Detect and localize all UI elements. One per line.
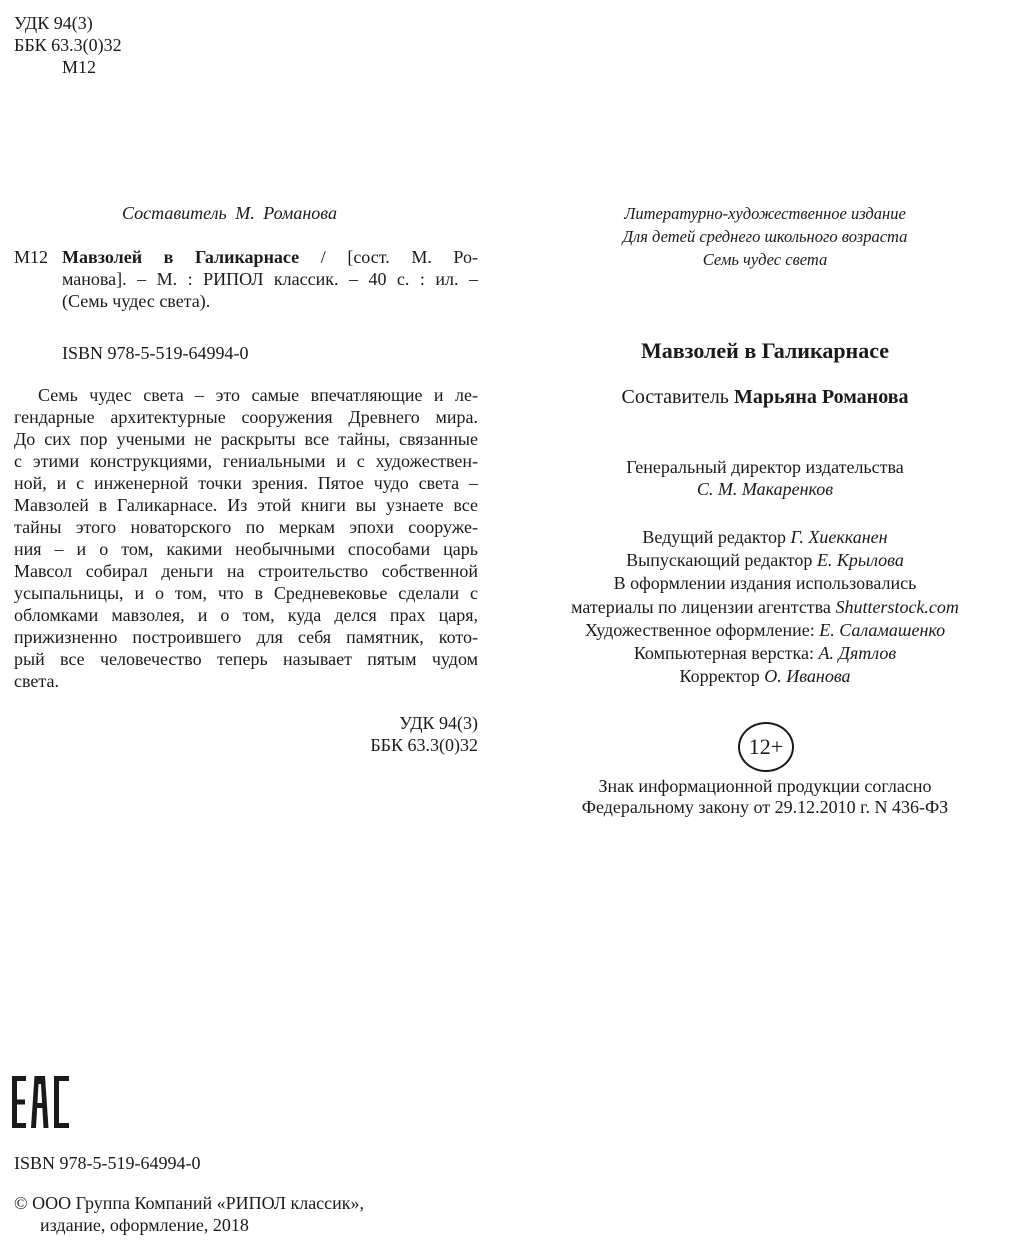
series-info-line: Семь чудес света	[702, 250, 828, 269]
credit-role: Выпускающий редактор	[626, 550, 817, 571]
annotation-line: прижизненно построившего для себя памятник, кото-	[14, 627, 478, 647]
director-block	[530, 456, 1000, 500]
annotation-line: усыпальницы, и о том, что в Средневековье сделали с	[14, 583, 478, 603]
credit-line	[530, 642, 1000, 665]
annotation-line: тайны этого новаторского по меркам эпохи сооруже-	[14, 517, 478, 537]
bibliographic-line-text: / [сост. М. Ро-	[299, 247, 478, 267]
credit-line	[530, 619, 1000, 642]
annotation-line: с этими конструкциями, гениальными и с художествен-	[14, 451, 478, 471]
compiler-full	[530, 384, 1000, 410]
bibliographic-line: (Семь чудес света).	[62, 291, 211, 311]
isbn-record: ISBN 978-5-519-64994-0	[62, 343, 249, 363]
annotation-line: ния – и о том, какими необычными способами царь	[14, 539, 478, 559]
annotation-line: света.	[14, 671, 59, 691]
annotation-line: До сих пор учеными не раскрыты все тайны, связанные	[14, 429, 478, 449]
annotation-line: обломками мавзолея, и о том, куда делся прах царя,	[14, 605, 478, 625]
author-mark-code: М12	[14, 247, 49, 267]
director-name: С. М. Макаренков	[696, 479, 834, 499]
info-sign-line: Знак информационной продукции согласно	[598, 776, 932, 796]
credit-role: Ведущий редактор	[642, 527, 791, 547]
classification-bottom	[300, 712, 478, 756]
isbn-bottom: ISBN 978-5-519-64994-0	[14, 1153, 201, 1173]
credit-line	[530, 596, 1000, 619]
annotation-line: Семь чудес света – это самые впечатляющие и ле-	[38, 385, 478, 405]
director-title: Генеральный директор издательства	[626, 457, 904, 477]
copyright-line: издание, оформление, 2018	[40, 1215, 249, 1235]
age-rating-badge: 12+	[738, 722, 794, 772]
credit-role: Корректор	[679, 666, 765, 687]
copyright-block	[14, 1192, 364, 1236]
credit-role: материалы по лицензии агентства	[571, 596, 836, 617]
credit-name: Г. Хиекканен	[790, 527, 888, 547]
credit-role: Художественное оформление:	[584, 619, 820, 640]
udk-code: УДК 94(3)	[14, 13, 93, 33]
annotation-line: рый все человечество теперь называет пятым чудом	[14, 649, 478, 669]
bbk-code: ББК 63.3(0)32	[14, 35, 122, 55]
udk-code: УДК 94(3)	[399, 713, 478, 733]
credit-line	[530, 665, 1000, 688]
info-product-sign	[530, 776, 1000, 818]
annotation-line: Мавзолей в Галикарнасе. Из этой книги вы узнаете все	[14, 495, 478, 515]
eac-logo-icon	[12, 1076, 72, 1128]
annotation-line: гендарные архитектурные сооружения Древнего мира.	[14, 407, 478, 427]
series-info-line: Литературно-художественное издание	[624, 204, 906, 223]
bibliographic-body	[62, 246, 478, 312]
credit-name: Shutterstock.com	[835, 596, 959, 617]
credit-line	[530, 549, 1000, 572]
annotation	[14, 384, 478, 692]
credit-role: В оформлении издания использовались	[613, 573, 917, 594]
editorial-credits	[530, 526, 1000, 688]
credit-line	[530, 526, 1000, 549]
classification-block	[14, 12, 122, 78]
credit-name: Е. Саламашенко	[819, 619, 946, 640]
bibliographic-title: Мавзолей в Галикарнасе	[62, 247, 300, 267]
bibliographic-line: манова]. – М. : РИПОЛ классик. – 40 с. : ил. –	[62, 269, 478, 289]
book-title: Мавзолей в Галикарнасе	[640, 338, 890, 363]
compiler-label: Составитель	[621, 386, 734, 408]
credit-line	[530, 572, 1000, 595]
credit-name: О. Иванова	[764, 666, 851, 687]
bbk-code: ББК 63.3(0)32	[370, 735, 478, 755]
annotation-line: ной, и с инженерной точки зрения. Пятое чудо света –	[14, 473, 478, 493]
compiler-name: Марьяна Романова	[733, 386, 909, 408]
series-info	[530, 202, 1000, 271]
credit-name: А. Дятлов	[818, 643, 897, 664]
bibliographic-line	[62, 246, 478, 268]
annotation-line: Мавсол собирал деньги на строительство собственной	[14, 561, 478, 581]
series-info-line: Для детей среднего школьного возраста	[622, 227, 908, 246]
info-sign-line: Федеральному закону от 29.12.2010 г. N 436-ФЗ	[581, 797, 949, 817]
copyright-line: © ООО Группа Компаний «РИПОЛ классик»,	[14, 1193, 365, 1213]
compiler-note: Составитель М. Романова	[122, 203, 337, 223]
author-mark: М12	[62, 57, 97, 77]
credit-name: Е. Крылова	[816, 550, 904, 571]
credit-role: Компьютерная верстка:	[633, 643, 819, 664]
bibliographic-record	[14, 246, 478, 312]
